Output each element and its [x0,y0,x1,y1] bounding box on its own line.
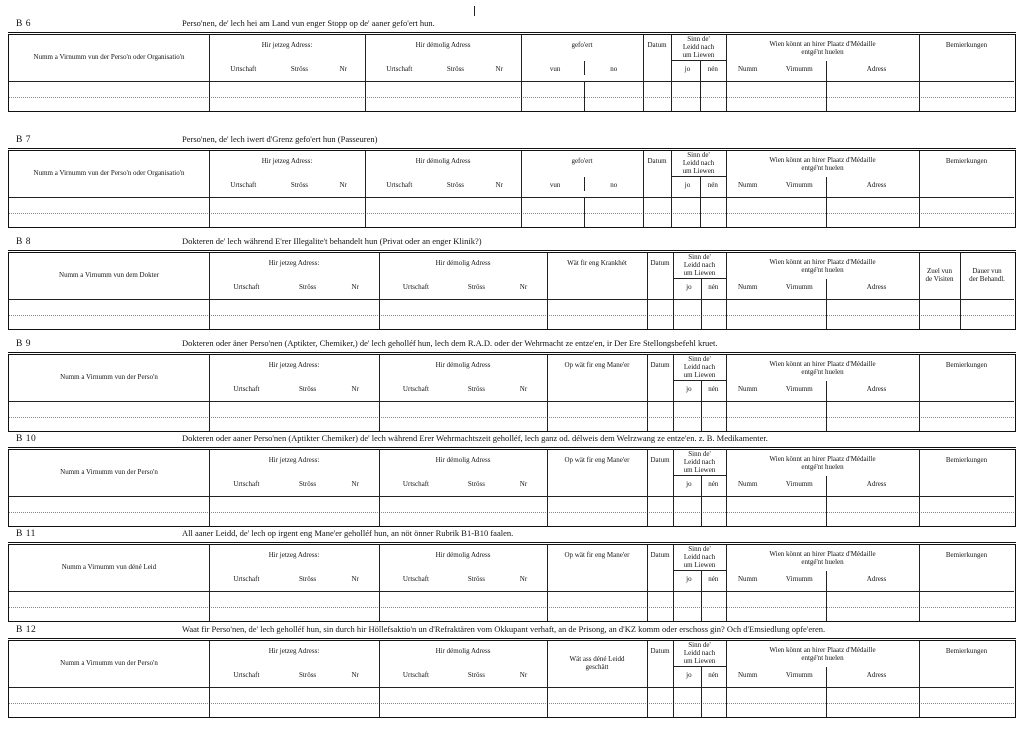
nr-label: Nr [351,480,359,488]
section-table [8,640,1016,718]
medal-header-1: Wien könnt an hirer Plaatz d'Médaille [769,646,876,654]
gefoert-header: gefo'ert [571,41,593,49]
col-sep-datum [643,151,644,227]
medal-adress-label: Adress [866,575,887,583]
urtschaft-label: Urtschaft [233,283,260,291]
datum-header: Datum [647,41,667,49]
medal-header-2: entgé'nt huelen [801,463,844,471]
col-sep-sinn [673,355,674,431]
nr-label: Nr [519,385,528,393]
section-table [8,252,1016,330]
datum-header: Datum [650,456,670,464]
section-table [8,150,1016,228]
section-header [8,134,1016,149]
medal-numm-label: Numm [738,181,758,189]
stross-label: Ströss [446,181,465,189]
current-address-header: Hir jetzeg Adress: [261,41,313,49]
nen-label: nén [707,181,718,189]
alive-subdivider [673,380,726,381]
datum-header: Datum [650,259,670,267]
section-header [8,18,1016,33]
medal-numm-label: Numm [738,575,758,583]
medal-header-2: entgé'nt huelen [801,266,844,274]
stross-label: Ströss [290,181,309,189]
medal-header-1: Wien könnt an hirer Plaatz d'Médaille [769,550,876,558]
urtschaft-label: Urtschaft [402,480,429,488]
urtschaft-label: Urtschaft [233,480,260,488]
jo-label: jo [686,671,692,679]
col-sep-datum [647,545,648,621]
col-sep-datum [647,450,648,526]
nr-label: Nr [351,283,359,291]
col-sep-kr [547,450,548,526]
stross-label: Ströss [290,65,309,73]
medal-adress-label: Adress [866,181,887,189]
gefoert-header: gefo'ert [571,157,593,165]
medal-split [826,61,827,111]
section-b10 [8,433,1016,527]
section-title: Perso'nen, de' lech hei am Land vun enger Stopp op de' aaner gefo'ert hun. [182,18,435,28]
header-divider [9,687,1014,688]
remarks-header: Bemierkungen [945,551,988,559]
header-divider [9,197,1014,198]
jo-label: jo [686,385,692,393]
name-column-header: Numm a Virnumm vun dem Dokter [59,271,159,279]
remarks-header: Bemierkungen [945,157,988,165]
current-address-header: Hir jetzeg Adress: [268,456,320,464]
stross-label: Ströss [467,283,485,291]
col-sep-kr [547,253,548,329]
col-sep-datum [647,253,648,329]
section-b11 [8,528,1016,622]
alive-header-1: Sinn de' [688,253,711,261]
page-top-mark [474,6,475,16]
name-column-header: Numm a Virnumm vun der Perso'n [60,659,158,667]
alive-header-2: Leidd nach [683,458,716,466]
current-address-header: Hir jetzeg Adress: [268,551,320,559]
nen-label: nén [708,283,719,291]
urtschaft-label: Urtschaft [402,671,429,679]
former-address-header: Hir démolig Adress [435,551,491,559]
alive-split [701,571,702,621]
alive-header-1: Sinn de' [687,151,710,159]
stross-label: Ströss [467,575,485,583]
medal-header-1: Wien könnt an hirer Plaatz d'Médaille [769,40,876,48]
visits-header-2: de Visiten [925,275,954,283]
entry-divider [9,703,1014,704]
alive-split [700,61,701,111]
section-title: Dokteren oder aaner Perso'nen (Aptikter Chemiker) de' lech während Erer Wehrmachtszeit geholléf, lech ganz od. délweis dem Welrzwang ze entze'en. z. B. Medikamenter. [182,433,768,443]
section-b8 [8,236,1016,330]
section-title: Perso'nen, de' lech iwert d'Grenz gefo'ert hun (Passeuren) [182,134,378,144]
former-address-header: Hir démolig Adress [435,647,491,655]
current-address-header: Hir jetzeg Adress: [261,157,313,165]
medal-header-2: entgé'nt huelen [801,48,844,56]
col-sep-then [379,450,380,526]
urtschaft-label: Urtschaft [230,181,257,189]
col-sep-bem [919,545,920,621]
section-header [8,624,1016,639]
section-table [8,34,1016,112]
col-sep-now [209,253,210,329]
section-b6 [8,18,1016,112]
medal-header-1: Wien könnt an hirer Plaatz d'Médaille [769,156,876,164]
former-address-header: Hir démolig Adress [415,157,471,165]
name-column-header: Numm a Virnumm vun der Perso'n oder Organisatio'n [33,169,185,177]
section-id: B 9 [16,339,31,349]
medal-numm-label: Numm [738,385,758,393]
header-divider [9,81,1014,82]
section-b7 [8,134,1016,228]
vun-label: vun [549,181,561,189]
medal-header-1: Wien könnt an hirer Plaatz d'Médaille [769,360,876,368]
entry-divider [9,607,1014,608]
section-id: B 6 [16,19,31,29]
medal-virnumm-label: Virnumm [785,671,813,679]
alive-header-2: Leidd nach [682,159,715,167]
col-sep-then [365,151,366,227]
medal-adress-label: Adress [866,283,887,291]
urtschaft-label: Urtschaft [233,671,260,679]
col-sep-sinn [673,450,674,526]
medal-split [826,667,827,717]
section-table [8,354,1016,432]
section-header [8,528,1016,543]
section-header [8,236,1016,251]
col-sep-datum [647,355,648,431]
section-id: B 7 [16,135,31,145]
col-sep-kr [547,545,548,621]
section-title: Dokteren de' lech während E'rer Illegalite't behandelt hun (Privat oder an enger Klinik?) [182,236,482,246]
stross-label: Ströss [446,65,465,73]
remarks-header: Bemierkungen [945,647,988,655]
name-column-header: Numm a Virnumm vun déné Leid [61,563,157,571]
urtschaft-label: Urtschaft [230,65,257,73]
stross-label: Ströss [299,385,317,393]
former-address-header: Hir démolig Adress [435,456,491,464]
alive-header-3: um Liewen [683,466,716,474]
col-sep-then [379,545,380,621]
col-sep-wien [726,35,727,111]
nr-label: Nr [495,181,503,189]
urtschaft-label: Urtschaft [233,385,260,393]
datum-header: Datum [647,157,667,165]
urtschaft-label: Urtschaft [386,181,413,189]
alive-header-1: Sinn de' [688,545,711,553]
remarks-header: Bemierkungen [945,456,988,464]
entry-divider [9,213,1014,214]
alive-subdivider [673,570,726,571]
alive-split [700,177,701,227]
medal-virnumm-label: Virnumm [785,283,813,291]
alive-split [701,667,702,717]
manner-header: Op wät fir eng Mane'er [564,456,630,464]
gefoert-split [584,177,585,191]
medal-header-2: entgé'nt huelen [801,164,844,172]
nen-label: nén [708,671,719,679]
header-divider [9,299,1014,300]
section-id: B 10 [16,434,37,444]
col-sep-bem [919,35,920,111]
current-address-header: Hir jetzeg Adress: [268,361,320,369]
col-sep-dauer [960,253,961,329]
name-column-header: Numm a Virnumm vun der Perso'n oder Organisatio'n [33,53,185,61]
datum-header: Datum [650,647,670,655]
nen-label: nén [707,65,718,73]
alive-header-3: um Liewen [683,561,716,569]
alive-subdivider [671,176,726,177]
alive-split [701,381,702,431]
col-sep-then [379,355,380,431]
nr-label: Nr [495,65,503,73]
section-header [8,433,1016,448]
medal-numm-label: Numm [738,65,758,73]
jo-label: jo [684,181,691,189]
section-header [8,338,1016,353]
col-sep-kr [547,641,548,717]
medal-header-1: Wien könnt an hirer Plaatz d'Médaille [769,258,876,266]
alive-header-2: Leidd nach [683,363,716,371]
section-title: Dokteren oder äner Perso'nen (Aptikter, Chemiker,) de' lech geholléf hun, lech dem R.A.D. oder der Wehrmacht ze entze'en, ir Der Ere Stellongsbefehl kruet. [182,338,718,348]
nr-label: Nr [351,671,359,679]
no-label: no [610,65,618,73]
visits-header-1: Zuel vun [926,267,953,275]
header-divider [9,401,1014,402]
medal-adress-label: Adress [866,480,887,488]
col-sep-zuel [919,253,920,329]
section-table [8,449,1016,527]
col-sep-bem [919,355,920,431]
alive-header-2: Leidd nach [682,43,715,51]
remarks-header: Bemierkungen [945,41,988,49]
medal-split [826,476,827,526]
medal-numm-label: Numm [738,283,758,291]
alive-header-2: Leidd nach [683,261,716,269]
col-sep-now [209,355,210,431]
col-sep-wien [726,253,727,329]
entry-divider [9,512,1014,513]
stross-label: Ströss [467,385,485,393]
col-sep-gef [521,35,522,111]
urtschaft-label: Urtschaft [402,575,429,583]
col-sep-sinn [671,151,672,227]
alive-subdivider [671,60,726,61]
no-label: no [610,181,618,189]
former-address-header: Hir démolig Adress [435,361,491,369]
current-address-header: Hir jetzeg Adress: [268,647,320,655]
col-sep-sinn [673,641,674,717]
stross-label: Ströss [299,480,317,488]
col-sep-kr [547,355,548,431]
header-divider [9,591,1014,592]
nr-label: Nr [519,575,528,583]
gefoert-split-body [584,197,585,227]
medal-numm-label: Numm [738,480,758,488]
alive-header-3: um Liewen [682,51,715,59]
nr-label: Nr [519,480,528,488]
col-sep-sinn [673,545,674,621]
col-sep-bem [919,641,920,717]
duration-header-1: Dauer vun [972,267,1002,275]
medal-virnumm-label: Virnumm [785,181,813,189]
datum-header: Datum [650,551,670,559]
section-id: B 12 [16,625,37,635]
stross-label: Ströss [467,480,485,488]
col-sep-sinn [673,253,674,329]
medal-virnumm-label: Virnumm [785,65,813,73]
former-address-header: Hir démolig Adress [415,41,471,49]
manner-header: Op wät fir eng Mane'er [564,361,630,369]
alive-header-3: um Liewen [683,269,716,277]
nen-label: nén [708,385,719,393]
col-sep-datum [647,641,648,717]
medal-adress-label: Adress [866,65,887,73]
col-sep-wien [726,641,727,717]
section-table [8,544,1016,622]
medal-adress-label: Adress [866,671,887,679]
alive-split [701,476,702,526]
col-sep-then [379,641,380,717]
alive-header-1: Sinn de' [688,355,711,363]
gefoert-split-body [584,81,585,111]
section-title: All aaner Leidd, de' lech op irgent eng Mane'er geholléf hun, an nöt önner Rubrik B1-B10 faalen. [182,528,514,538]
alive-header-3: um Liewen [683,371,716,379]
alive-subdivider [673,278,726,279]
jo-label: jo [686,480,692,488]
jo-label: jo [686,283,692,291]
urtschaft-label: Urtschaft [386,65,413,73]
section-id: B 11 [16,529,36,539]
medal-numm-label: Numm [738,671,758,679]
col-sep-wien [726,151,727,227]
alive-subdivider [673,475,726,476]
stross-label: Ströss [299,283,317,291]
nr-label: Nr [339,65,347,73]
col-sep-wien [726,545,727,621]
nr-label: Nr [351,385,359,393]
former-address-header: Hir démolig Adress [435,259,491,267]
gefoert-split [584,61,585,75]
urtschaft-label: Urtschaft [402,283,429,291]
jo-label: jo [684,65,691,73]
section-title: Waat fir Perso'nen, de' lech geholléf hun, sin durch hir Höllefsaktio'n un d'Refraktären vom Okkupant verhaft, an de Prisong, an d'KZ komm oder erschoss gin? Och d'Emsiedlung opfe'eren. [182,624,826,634]
col-sep-sinn [671,35,672,111]
col-sep-then [365,35,366,111]
alive-header-3: um Liewen [682,167,715,175]
medal-header-1: Wien könnt an hirer Plaatz d'Médaille [769,455,876,463]
medal-split [826,177,827,227]
disease-header: Wät fir eng Krankhét [567,259,627,267]
current-address-header: Hir jetzeg Adress: [268,259,320,267]
col-sep-now [209,545,210,621]
medal-header-2: entgé'nt huelen [801,654,844,662]
nen-label: nén [708,575,719,583]
entry-divider [9,417,1014,418]
col-sep-now [209,641,210,717]
value-header-2: geschätt [585,663,609,671]
nr-label: Nr [339,181,347,189]
stross-label: Ströss [299,575,317,583]
datum-header: Datum [650,361,670,369]
stross-label: Ströss [299,671,317,679]
nen-label: nén [708,480,719,488]
medal-header-2: entgé'nt huelen [801,368,844,376]
manner-header: Op wät fir eng Mane'er [564,551,630,559]
col-sep-then [379,253,380,329]
nr-label: Nr [351,575,359,583]
urtschaft-label: Urtschaft [233,575,260,583]
alive-split [701,279,702,329]
col-sep-gef [521,151,522,227]
medal-adress-label: Adress [866,385,887,393]
col-sep-now [209,35,210,111]
section-b9 [8,338,1016,432]
value-header: Wät ass déné Leidd [569,655,625,663]
alive-header-1: Sinn de' [688,641,711,649]
col-sep-now [209,450,210,526]
col-sep-now [209,151,210,227]
alive-header-2: Leidd nach [683,649,716,657]
alive-header-1: Sinn de' [687,35,710,43]
duration-header-2: der Behandl. [969,275,1005,283]
stross-label: Ströss [467,671,485,679]
urtschaft-label: Urtschaft [402,385,429,393]
entry-divider [9,97,1014,98]
remarks-header: Bemierkungen [945,361,988,369]
medal-virnumm-label: Virnumm [785,575,813,583]
col-sep-datum [643,35,644,111]
medal-split [826,279,827,329]
medal-virnumm-label: Virnumm [785,385,813,393]
alive-subdivider [673,666,726,667]
name-column-header: Numm a Virnumm vun der Perso'n [60,373,158,381]
alive-header-2: Leidd nach [683,553,716,561]
medal-split [826,571,827,621]
nr-label: Nr [519,283,528,291]
alive-header-3: um Liewen [683,657,716,665]
medal-split [826,381,827,431]
section-id: B 8 [16,237,31,247]
col-sep-bem [919,151,920,227]
medal-virnumm-label: Virnumm [785,480,813,488]
col-sep-wien [726,450,727,526]
col-sep-wien [726,355,727,431]
nr-label: Nr [519,671,528,679]
jo-label: jo [686,575,692,583]
alive-header-1: Sinn de' [688,450,711,458]
col-sep-bem [919,450,920,526]
section-b12 [8,624,1016,718]
entry-divider [9,315,1014,316]
name-column-header: Numm a Virnumm vun der Perso'n [60,468,158,476]
header-divider [9,496,1014,497]
medal-header-2: entgé'nt huelen [801,558,844,566]
vun-label: vun [549,65,561,73]
